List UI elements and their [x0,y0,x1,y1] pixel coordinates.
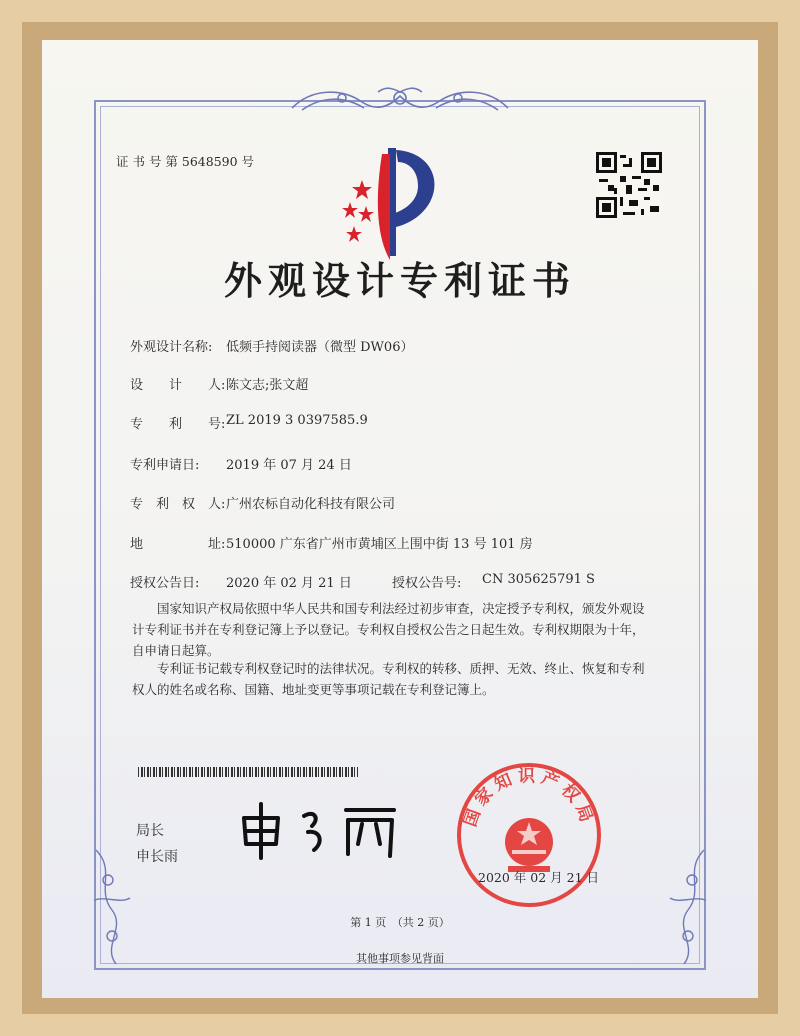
field-value-address: 510000 广东省广州市黄埔区上围中街 13 号 101 房 [226,537,533,552]
back-side-note: 其他事项参见背面 [356,952,444,965]
certificate-title: 外观设计专利证书 [223,259,576,303]
qr-code [596,152,662,218]
signer-name: 申长雨 [136,849,178,865]
handwritten-signature [234,800,404,860]
field-label-patentee: 专 利 权 人: [130,497,226,512]
signer-title: 局长 [136,823,164,839]
legal-status-note: 专利证书记载专利权登记时的法律状况。专利权的转移、质押、无效、终止、恢复和专利权人的姓名或名称、国籍、地址变更等事项记载在专利登记簿上。 [132,661,645,697]
patent-office-logo [338,144,446,264]
certificate-paper [42,40,758,998]
certificate-number: 证 书 号 第 5648590 号 [116,154,255,169]
field-value-design-name: 低频手持阅读器（微型 DW06） [226,340,414,355]
field-value-designer: 陈文志;张文超 [226,378,309,393]
field-label-grant-no: 授权公告号: [392,576,462,591]
seal-date: 2020 年 02 月 21 日 [478,870,599,885]
field-label-filing-date: 专利申请日: [130,458,200,473]
field-label-address: 地 址: [130,537,226,552]
grant-statement: 国家知识产权局依照中华人民共和国专利法经过初步审查，决定授予专利权，颁发外观设计专利证书并在专利登记簿上予以登记。专利权自授权公告之日起生效。专利权期限为十年，自申请日起算。 [132,601,645,658]
field-value-patent-no: ZL 2019 3 0397585.9 [226,413,368,428]
official-seal [454,760,604,910]
field-value-filing-date: 2019 年 07 月 24 日 [226,458,352,473]
barcode [138,767,358,777]
field-label-grant-date: 授权公告日: [130,576,200,591]
field-label-designer: 设 计 人: [130,378,226,393]
field-value-patentee: 广州农标自动化科技有限公司 [226,497,396,512]
field-label-patent-no: 专 利 号: [130,417,226,432]
page-number: 第 1 页 （共 2 页） [350,916,450,929]
field-value-grant-date: 2020 年 02 月 21 日 [226,576,352,591]
svg-text:国家知识产权局: 国家知识产权局 [460,766,598,830]
field-value-grant-no: CN 305625791 S [482,572,595,587]
top-ornament [282,84,518,118]
field-label-design-name: 外观设计名称: [130,340,213,355]
